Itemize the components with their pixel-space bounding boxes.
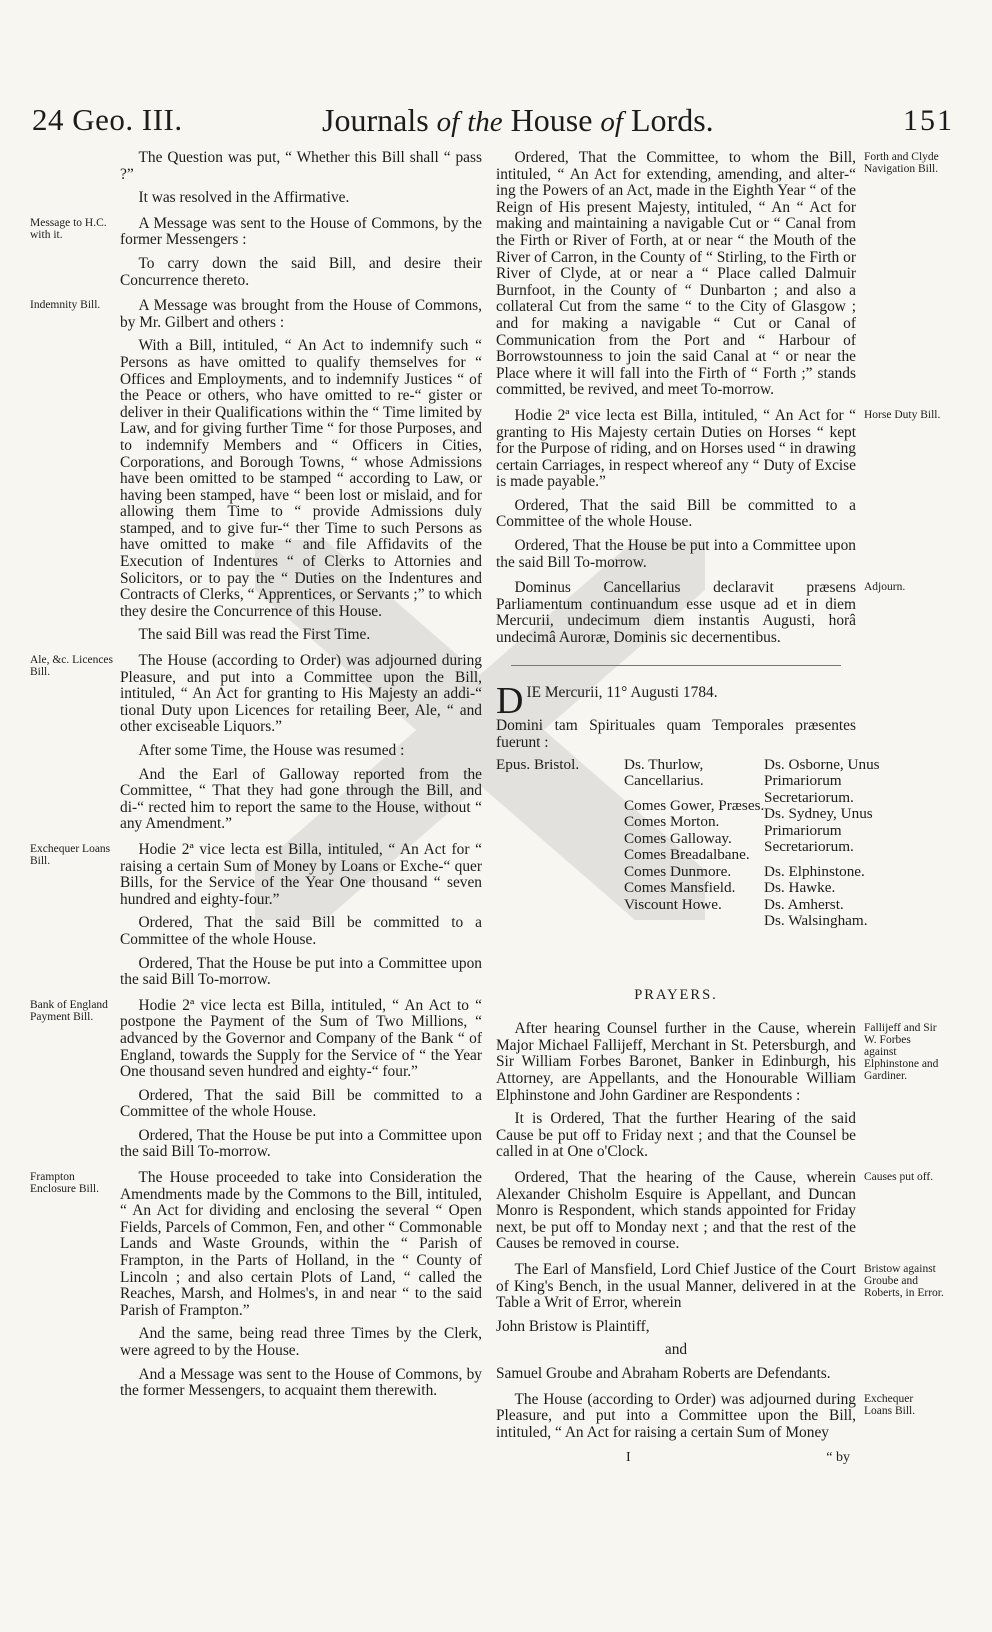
lord-name: Comes Dunmore. [624, 862, 732, 880]
signature-mark: I [626, 1450, 631, 1466]
lord-name: Ds. Osborne, Unus Primariorum Secretariorum. [764, 755, 880, 806]
sitting-heading [496, 679, 856, 751]
entry-paragraph: A Message was brought from the House of Commons, by Mr. Gilbert and others : [120, 297, 482, 331]
lords-present-list [496, 755, 880, 979]
journal-entry [496, 1390, 916, 1442]
journal-entry [30, 297, 482, 644]
running-head [30, 102, 958, 146]
lords-list-right [764, 757, 882, 930]
lord-name: Ds. Hawke. [764, 879, 836, 897]
lords-list-middle [624, 757, 774, 914]
entry-paragraph: Ordered, That the House be put into a Committee upon the said Bill To-morrow. [120, 954, 482, 989]
journal-entry [496, 579, 906, 647]
entry-paragraph: And the same, being read three Times by the Clerk, were agreed to by the House. [120, 1325, 482, 1359]
lord-name: Comes Galloway. [624, 829, 732, 847]
entry-paragraph: Dominus Cancellarius declaravit præsens Parliamentum continuandum esse usque ad et in diem Mercurii, undecimum diem instantis Augusti, horâ undecimâ Auroræ, Dominis sic decernentibus. [496, 579, 856, 647]
journal-title: Journals of the House of Lords. [322, 102, 714, 138]
regnal-year: 24 Geo. III. [32, 102, 183, 137]
catchword: “ by [826, 1450, 850, 1466]
margin-note: Causes put off. [864, 1170, 934, 1183]
entry-paragraph: The House proceeded to take into Consideration the Amendments made by the Commons to the Bill, intituled, “ An Act for dividing and enclosing the several “ Open Fields, Parcels of Common, Fen, and other “ Commonable Lands and Waste Grounds, within the “ Parish of Frampton, in the Parts of Holland, in the “ County of Lincoln ; and also certain Plots of Land, “ called the Reaches, Marsh, and Holmes's, in and near “ to the said Parish of Frampton.” [120, 1169, 482, 1319]
journal-entry [30, 214, 482, 289]
entry-paragraph: Ordered, That the Committee, to whom the Bill, intituled, “ An Act for extending, amending, and alter-“ ing the Powers of an Act, made in the Eighth Year “ of the Reign of His present Majesty, intituled, “ An “ Act for making and maintaining a navigable Cut or “ Canal from the Firth or River of Forth, at or near “ the Mouth of the River of Carron, in the County of “ Stirling, to the Firth or River of Clyde, at or near a “ Place called Dalmuir Burnfoot, in the County of “ Dunbarton ; and also a collateral Cut from the same “ to the City of Glasgow ; and for making a navigable “ Cut or Canal of Communication from the Port and “ Harbour of Borrowstounness to join the said Canal at “ or near the Place where it will fall into the Firth of “ Forth ;” stands committed, be revived, and meet To-morrow. [496, 149, 856, 399]
entry-paragraph: Ordered, That the House be put into a Committee upon the said Bill To-morrow. [496, 537, 856, 571]
prayers-heading: PRAYERS. [634, 986, 718, 1003]
page-number: 151 [903, 104, 954, 137]
lord-name: Comes Breadalbane. [624, 846, 750, 864]
entry-paragraph: The House (according to Order) was adjourned during Pleasure, and put into a Committee upon the Bill, intituled, “ An Act for granting to His Majesty an addi-“ tional Duty upon Licences for retailing Beer, Ale, “ and other exciseable Liquors.” [120, 652, 482, 736]
entry-paragraph: and [664, 1341, 688, 1359]
sitting-date: IE Mercurii, 11° Augusti 1784. [526, 683, 718, 701]
entry-paragraph: To carry down the said Bill, and desire their Concurrence thereto. [120, 254, 482, 289]
lord-name: Viscount Howe. [624, 895, 722, 913]
margin-note: Message to H.C. with it. [30, 216, 107, 241]
margin-note: Forth and Clyde Navigation Bill. [864, 151, 939, 175]
lord-name: Ds. Sydney, Unus Primariorum Secretariorum. [764, 805, 873, 856]
margin-note: Bristow against Groube and Roberts, in Error. [864, 1262, 944, 1299]
entry-paragraph: Ordered, That the House be put into a Committee upon the said Bill To-morrow. [120, 1126, 482, 1161]
entry-paragraph: It was resolved in the Affirmative. [138, 189, 350, 207]
entry-paragraph: The House (according to Order) was adjourned during Pleasure, and put into a Committee upon the Bill, intituled, “ An Act for raising a certain Sum of Money [496, 1390, 856, 1441]
entry-paragraph: Hodie 2ª vice lecta est Billa, intituled, “ An Act for “ granting to His Majesty certain Duties on Horses “ kept for the Purpose of riding, and on Horses used “ in drawing certain Carriages, in respect whereof any “ Duty of Excise is made payable.” [496, 406, 856, 491]
margin-note: Fallijeff and Sir W. Forbes against Elphinstone and Gardiner. [864, 1022, 939, 1083]
lord-name: Ds. Amherst. [764, 895, 844, 913]
journal-entry [496, 1168, 934, 1253]
entry-paragraph: And the Earl of Galloway reported from the Committee, “ That they had gone through the Bill, and di-“ rected him to report the same to the House, without “ any Amendment.” [120, 765, 482, 833]
journal-entry [30, 996, 482, 1161]
journal-entry [30, 652, 482, 833]
entry-paragraph: The Question was put, “ Whether this Bill shall “ pass ?” [120, 149, 482, 183]
entry-paragraph: Ordered, That the said Bill be committed to a Committee of the whole House. [120, 1086, 482, 1121]
section-rule [511, 665, 841, 666]
entry-paragraph: A Message was sent to the House of Commons, by the former Messengers : [120, 214, 482, 249]
bishop-name: Epus. Bristol. [496, 755, 580, 773]
lord-name: Ds. Thurlow, Cancellarius. [624, 755, 704, 790]
entry-paragraph: After some Time, the House was resumed : [138, 742, 405, 759]
margin-note: Exchequer Loans Bill. [864, 1392, 916, 1417]
lord-name: Comes Gower, Præses. [624, 796, 765, 814]
journal-entry [120, 150, 482, 207]
margin-note: Adjourn. [864, 581, 906, 594]
entry-paragraph: Hodie 2ª vice lecta est Billa, intituled, “ An Act for “ raising a certain Sum of Money by Loans or Exche-“ quer Bills, for the Service of the Year One thousand “ seven hundred and eighty-four.” [120, 840, 482, 908]
margin-note: Indemnity Bill. [30, 299, 101, 312]
margin-note: Bank of England Payment Bill. [30, 998, 108, 1023]
journal-entry [30, 1169, 482, 1400]
entry-paragraph: And a Message was sent to the House of Commons, by the former Messengers, to acquaint them therewith. [120, 1365, 482, 1400]
entry-paragraph: After hearing Counsel further in the Cause, wherein Major Michael Fallijeff, Merchant in St. Petersburgh, and Sir William Forbes Baronet, Banker in Edinburgh, his Attorney, are Appellants, and the Honourable William Elphinstone and John Gardiner are Respondents : [496, 1020, 856, 1104]
entry-paragraph: Samuel Groube and Abraham Roberts are Defendants. [496, 1364, 831, 1382]
margin-note: Horse Duty Bill. [864, 408, 941, 421]
entry-paragraph: Ordered, That the said Bill be committed to a Committee of the whole House. [496, 496, 856, 531]
drop-cap: D [496, 679, 524, 722]
lords-present-caption: Domini tam Spirituales quam Temporales præsentes fuerunt : [496, 716, 856, 751]
entry-paragraph: John Bristow is Plaintiff, [496, 1317, 650, 1335]
journal-entry [30, 840, 482, 989]
right-column-bottom [496, 1020, 944, 1441]
lord-name: Ds. Elphinstone. [764, 862, 865, 880]
right-column-top [496, 149, 941, 647]
entry-paragraph: Ordered, That the hearing of the Cause, wherein Alexander Chisholm Esquire is Appellant, and Duncan Monro is Respondent, which stands appointed for Friday next, be put off to Monday next ; and that the rest of the Causes be removed in course. [496, 1168, 856, 1253]
journal-entry [496, 1020, 939, 1161]
right-column [496, 149, 944, 1468]
lord-name: Ds. Walsingham. [764, 912, 868, 930]
page-footer [496, 1450, 856, 1468]
journal-entry [496, 1260, 944, 1383]
left-column [30, 149, 482, 1409]
margin-note: Exchequer Loans Bill. [30, 842, 111, 867]
entry-paragraph: With a Bill, intituled, “ An Act to indemnify such “ Persons as have omitted to qualify themselves for “ Offices and Employments, and to indemnify Justices “ of the Peace or others, who have omitted to re-“ gister or deliver in their Qualifications within the “ Time limited by Law, and for giving further Time “ for those Purposes, and to indemnify Members and “ Officers in Cities, Corporations, and Borough Towns, “ whose Admissions have been omitted to be stamped “ according to Law, or having been stamped, have “ been lost or mislaid, and for allowing them Time to “ provide Admissions duly stamped, and to give fur-“ ther Time to such Persons as have omitted to make “ and file Affidavits of the Execution of Indentures “ of Clerks to Attornies and Solicitors, or to pay the “ Duties on the Indentures and Contracts of Clerks, “ Apprentices, or Servants ;” to which they desire the Concurrence of this House. [120, 337, 482, 620]
entry-paragraph: It is Ordered, That the further Hearing of the said Cause be put off to Friday next ; and that the Counsel be called in at One o'Clock. [496, 1110, 856, 1161]
journal-entry [496, 406, 941, 571]
lord-name: Comes Morton. [624, 813, 720, 831]
entry-paragraph: The said Bill was read the First Time. [138, 626, 371, 644]
entry-paragraph: Ordered, That the said Bill be committed to a Committee of the whole House. [120, 914, 482, 948]
lord-name: Comes Mansfield. [624, 879, 736, 897]
margin-note: Ale, &c. Licences Bill. [30, 654, 114, 679]
entry-paragraph: The Earl of Mansfield, Lord Chief Justice of the Court of King's Bench, in the usual Manner, delivered in at the Table a Writ of Error, wherein [496, 1260, 856, 1312]
margin-note: Frampton Enclosure Bill. [30, 1171, 99, 1196]
entry-paragraph: Hodie 2ª vice lecta est Billa, intituled, “ An Act to “ postpone the Payment of the Sum of Two Millions, “ advanced by the Governor and Company of the Bank “ of England, towards the Supply for the Service of “ the Year One thousand seven hundred and eighty-“ four.” [120, 996, 482, 1081]
journal-entry [496, 149, 939, 399]
